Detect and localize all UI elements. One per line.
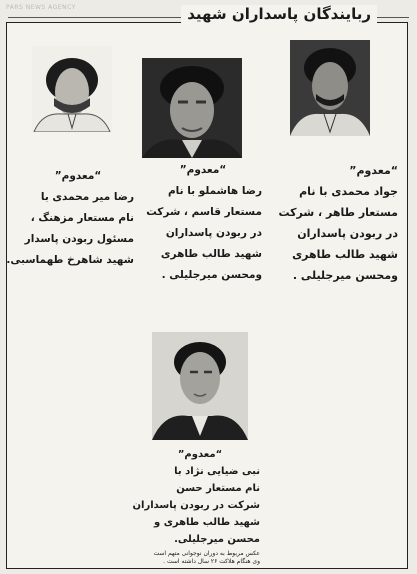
footnote	[153, 550, 260, 566]
caption-line: رضا میر محمدی با	[40, 191, 134, 203]
caption-line: رضا هاشملو با نام	[167, 185, 262, 197]
caption-line: ومحسن میرجلیلی .	[161, 269, 262, 281]
caption-line: در ربودن پاسداران	[165, 227, 262, 239]
caption-line: نام مستعار مزهنگ ،	[30, 212, 134, 224]
portrait-photo-2	[142, 58, 242, 158]
caption-line: شرکت در ربودن پاسداران	[132, 500, 260, 511]
executed-label: “معدوم”	[179, 164, 227, 176]
caption-person-1	[6, 166, 134, 271]
footnote-line: عکس مربوط به دوران نوجوانی متهم است	[153, 550, 260, 557]
agency-watermark: PARS NEWS AGENCY	[6, 4, 76, 11]
portrait-photo-4	[152, 332, 248, 440]
portrait-photo-3	[290, 40, 370, 136]
caption-line: محسن میرجلیلی.	[174, 534, 260, 545]
caption-line: شهید طالب طاهری و	[154, 517, 260, 528]
executed-label: “معدوم”	[177, 449, 223, 460]
caption-line: نبی ضیایی نژاد با	[174, 466, 260, 477]
executed-label: “معدوم”	[54, 170, 102, 182]
caption-person-4	[132, 446, 260, 548]
portrait-photo-1	[32, 46, 112, 132]
caption-line: مستعار طاهر ، شرکت	[278, 206, 398, 219]
caption-line: مستعار قاسم ، شرکت	[146, 206, 262, 218]
caption-line: در ربودن پاسداران	[297, 227, 398, 240]
caption-line: شهید طالب طاهری	[160, 248, 262, 260]
caption-person-2	[144, 160, 262, 286]
caption-line: ومحسن میرجلیلی .	[292, 269, 398, 282]
caption-line: شهید شاهرخ طهماسبی.	[6, 254, 134, 266]
caption-line: نام مستعار حسن	[176, 483, 260, 494]
caption-line: جواد محمدی با نام	[299, 185, 398, 198]
headline: ربایندگان پاسداران شهید	[181, 5, 377, 23]
caption-person-3	[270, 160, 398, 286]
executed-label: “معدوم”	[349, 164, 398, 177]
footnote-line: وی هنگام هلاکت ۲۶ سال داشته است .	[163, 558, 260, 565]
caption-line: شهید طالب طاهری	[292, 248, 398, 261]
caption-line: مسئول ربودن پاسدار	[24, 233, 134, 245]
